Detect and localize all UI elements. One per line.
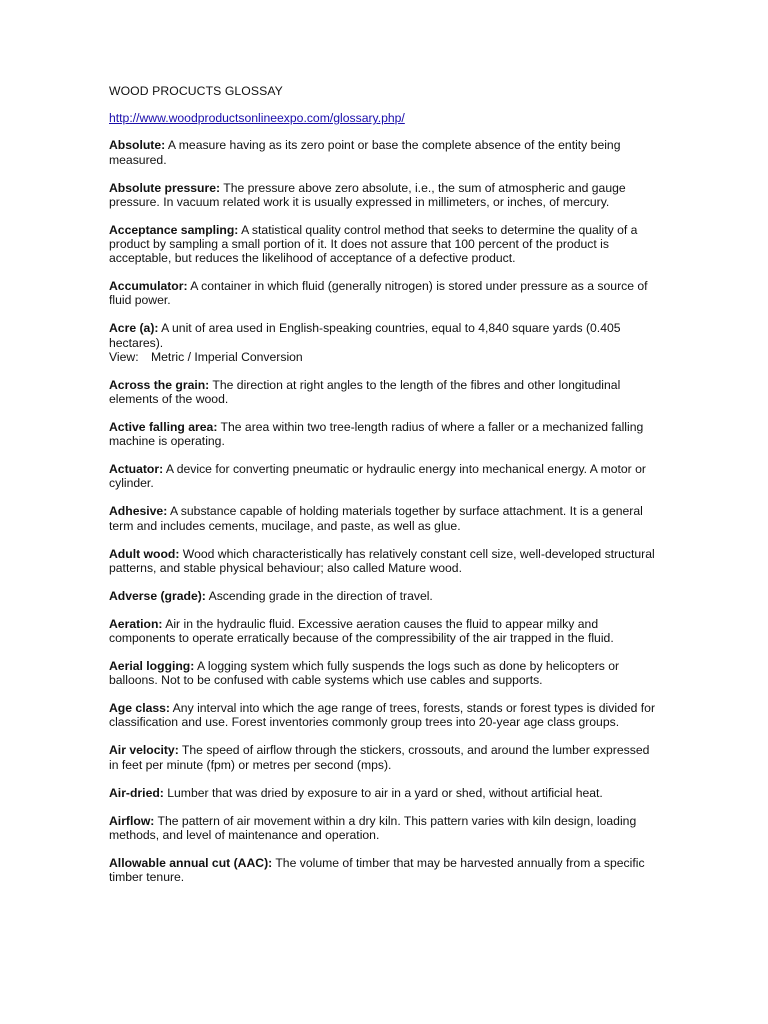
entry-definition: The pressure above zero absolute, i.e., the sum of atmospheric and gauge pressure. In vacuum related work it is usually expressed in millimeters, or inches, of mercury. xyxy=(109,180,626,209)
entry-definition: A logging system which fully suspends the logs such as done by helicopters or balloons. Not to be confused with cable systems which use cables and supports. xyxy=(109,659,620,688)
glossary-entry xyxy=(109,547,657,575)
entry-term: Aeration: xyxy=(109,616,163,631)
glossary-entry xyxy=(109,617,657,645)
glossary-entry xyxy=(109,223,657,266)
glossary-entry xyxy=(109,181,657,209)
glossary-entry xyxy=(109,701,657,729)
glossary-entry xyxy=(109,420,657,448)
glossary-entry xyxy=(109,786,657,800)
glossary-entry xyxy=(109,321,657,364)
entry-term: Across the grain: xyxy=(109,377,210,392)
entry-definition: Wood which characteristically has relatively constant cell size, well-developed structural patterns, and stable physical behaviour; also called Mature wood. xyxy=(109,546,655,575)
entry-definition: The direction at right angles to the length of the fibres and other longitudinal elements of the wood. xyxy=(109,377,621,407)
glossary-entry xyxy=(109,856,657,884)
glossary-entry xyxy=(109,462,657,490)
entry-term: Age class: xyxy=(109,701,170,716)
entry-definition: Air in the hydraulic fluid. Excessive aeration causes the fluid to appear milky and components to operate erratically because of the compressibility of the air trapped in the fluid. xyxy=(109,616,614,646)
entry-term: Adverse (grade): xyxy=(109,588,206,603)
entry-definition: The speed of airflow through the stickers, crossouts, and around the lumber expressed in feet per minute (fpm) or metres per second (mps). xyxy=(109,743,650,772)
entry-definition: The volume of timber that may be harvested annually from a specific timber tenure. xyxy=(109,855,645,885)
entry-definition: A device for converting pneumatic or hydraulic energy into mechanical energy. A motor or cylinder. xyxy=(109,462,646,491)
glossary-entry xyxy=(109,504,657,532)
entry-term: Aerial logging: xyxy=(109,659,195,674)
entry-term: Actuator: xyxy=(109,462,164,477)
entry-term: Allowable annual cut (AAC): xyxy=(109,855,273,870)
entry-definition: A measure having as its zero point or base the complete absence of the entity being measured. xyxy=(109,138,621,167)
document-title: WOOD PROCUCTS GLOSSAY xyxy=(109,84,283,98)
glossary-entry xyxy=(109,138,657,166)
entry-definition: The area within two tree-length radius of where a faller or a mechanized falling machine is operating. xyxy=(109,420,644,449)
view-line xyxy=(109,350,657,364)
entry-term: Adult wood: xyxy=(109,546,180,561)
entry-term: Airflow: xyxy=(109,813,155,828)
entry-term: Accumulator: xyxy=(109,279,188,294)
entry-definition: Any interval into which the age range of trees, forests, stands or forest types is divided for classification and use. Forest inventories commonly group trees into 20-year age class groups. xyxy=(109,701,656,730)
glossary-entry xyxy=(109,589,657,603)
entry-definition: Lumber that was dried by exposure to air in a yard or shed, without artificial heat. xyxy=(163,785,603,800)
glossary-entry xyxy=(109,814,657,842)
entry-definition: The pattern of air movement within a dry kiln. This pattern varies with kiln design, loading methods, and level of maintenance and operation. xyxy=(109,813,637,842)
glossary-entry xyxy=(109,279,657,307)
glossary-entry xyxy=(109,378,657,406)
entry-definition: A substance capable of holding materials together by surface attachment. It is a general term and includes cements, mucilage, and paste, as well as glue. xyxy=(109,504,643,533)
entry-term: Acceptance sampling: xyxy=(109,222,239,237)
glossary-entry xyxy=(109,743,657,771)
entry-term: Absolute pressure: xyxy=(109,180,221,195)
entry-term: Adhesive: xyxy=(109,504,168,519)
glossary-source-link[interactable]: http://www.woodproductsonlineexpo.com/glossary.php/ xyxy=(109,111,405,126)
entry-term: Air velocity: xyxy=(109,743,179,758)
view-label: View: xyxy=(109,349,139,364)
entry-definition: A unit of area used in English-speaking countries, equal to 4,840 square yards (0.405 hectares). xyxy=(109,321,621,350)
entry-term: Active falling area: xyxy=(109,420,218,435)
entry-term: Absolute: xyxy=(109,138,166,153)
entry-definition: A container in which fluid (generally nitrogen) is stored under pressure as a source of fluid power. xyxy=(109,279,648,308)
document-page xyxy=(109,84,657,898)
entry-definition: Ascending grade in the direction of travel. xyxy=(205,588,433,603)
glossary-entry xyxy=(109,659,657,687)
entry-term: Acre (a): xyxy=(109,321,159,336)
entry-definition: A statistical quality control method that seeks to determine the quality of a product by sampling a small portion of it. It does not assure that 100 percent of the product is acceptable, but reduces the likelihood of acceptance of a defective product. xyxy=(109,222,638,266)
entry-term: Air-dried: xyxy=(109,785,164,800)
view-conversion-text: Metric / Imperial Conversion xyxy=(151,349,303,364)
